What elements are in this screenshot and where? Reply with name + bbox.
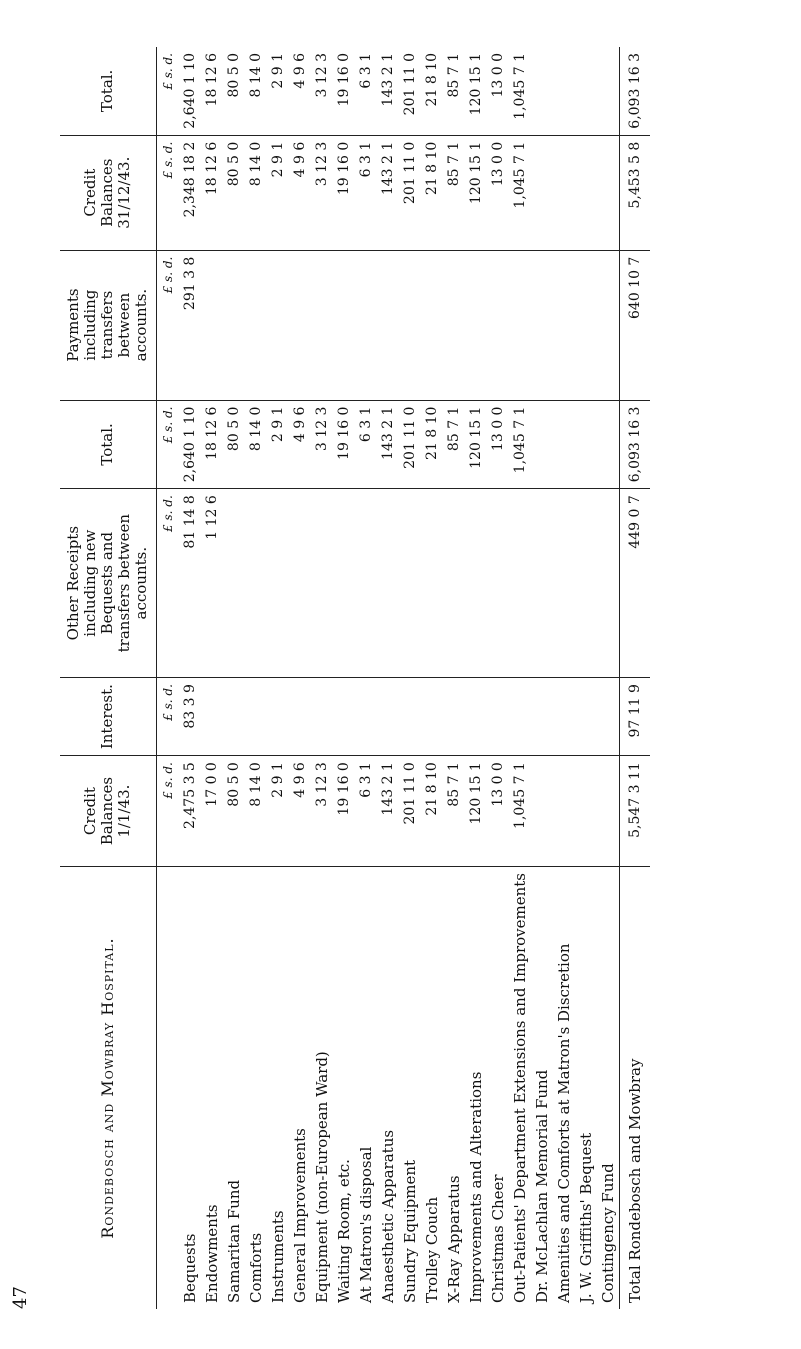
units-row xyxy=(156,47,179,1309)
row-label: J. W. Griffiths' Bequest xyxy=(575,867,597,1310)
unit-label: £ s. d. xyxy=(156,135,179,250)
cell-interest xyxy=(311,678,333,756)
header-payments: Payments including transfers between accounts. xyxy=(60,250,156,400)
cell-credit-1943: 80 5 0 xyxy=(223,756,245,867)
cell-other-receipts xyxy=(509,489,531,678)
cell-credit-1943: 19 16 0 xyxy=(333,756,355,867)
cell-total-b: 19 16 0 xyxy=(335,53,352,107)
cell-other-receipts xyxy=(333,489,355,678)
cell-payments xyxy=(289,250,311,400)
table-row xyxy=(355,47,377,1309)
cell-interest xyxy=(399,678,421,756)
header-name: Rondebosch and Mowbray Hospital. xyxy=(60,867,156,1310)
cell-payments xyxy=(553,250,575,400)
unit-label: £ s. d. xyxy=(160,53,175,90)
cell-credit-1943: 4 9 6 xyxy=(289,756,311,867)
cell-total-a: 201 11 0 xyxy=(399,400,421,489)
total-credit-1943: 5,547 3 11 xyxy=(619,756,650,867)
cell-total-b: 80 5 0 xyxy=(225,53,242,98)
cell-total-a: 6 3 1 xyxy=(355,400,377,489)
total-total-a: 6,093 16 3 xyxy=(619,400,650,489)
cell-other-receipts xyxy=(289,489,311,678)
cell-payments: 291 3 8 xyxy=(179,250,201,400)
cell-credit-1943: 13 0 0 xyxy=(487,756,509,867)
cell-total-a: 120 15 1 xyxy=(465,400,487,489)
cell-total-a: 3 12 3 xyxy=(311,400,333,489)
cell-total-b: 2 9 1 xyxy=(269,53,286,89)
cell-credit-1943: 17 0 0 xyxy=(201,756,223,867)
cell-interest xyxy=(421,678,443,756)
cell-other-receipts xyxy=(575,489,597,678)
cell-total-a: 21 8 10 xyxy=(421,400,443,489)
cell-credit-1243: 4 9 6 xyxy=(289,135,311,250)
cell-total-b xyxy=(531,47,553,135)
cell-other-receipts: 81 14 8 xyxy=(179,489,201,678)
cell-other-receipts xyxy=(267,489,289,678)
table-row xyxy=(289,47,311,1309)
hospital-accounts-table xyxy=(60,47,650,1309)
cell-credit-1243: 201 11 0 xyxy=(399,135,421,250)
cell-total-a: 2,640 1 10 xyxy=(179,400,201,489)
cell-payments xyxy=(421,250,443,400)
cell-total-a: 4 9 6 xyxy=(289,400,311,489)
cell-other-receipts xyxy=(553,489,575,678)
row-label: General Improvements xyxy=(289,867,311,1310)
cell-credit-1243: 21 8 10 xyxy=(421,135,443,250)
cell-payments xyxy=(443,250,465,400)
cell-total-a xyxy=(575,400,597,489)
unit-label: £ s. d. xyxy=(156,678,179,756)
cell-credit-1243 xyxy=(597,135,620,250)
cell-interest xyxy=(223,678,245,756)
cell-total-a: 2 9 1 xyxy=(267,400,289,489)
cell-interest xyxy=(487,678,509,756)
cell-credit-1243: 85 7 1 xyxy=(443,135,465,250)
row-label: Trolley Couch xyxy=(421,867,443,1310)
cell-other-receipts xyxy=(311,489,333,678)
table-row xyxy=(487,47,509,1309)
cell-credit-1943: 1,045 7 1 xyxy=(509,756,531,867)
cell-payments xyxy=(531,250,553,400)
cell-credit-1943 xyxy=(531,756,553,867)
cell-credit-1943: 21 8 10 xyxy=(421,756,443,867)
row-label: Samaritan Fund xyxy=(223,867,245,1310)
cell-total-b: 1,045 7 1 xyxy=(511,53,528,120)
cell-credit-1943 xyxy=(575,756,597,867)
table-row xyxy=(245,47,267,1309)
cell-other-receipts xyxy=(487,489,509,678)
row-label: Comforts xyxy=(245,867,267,1310)
row-label: Waiting Room, etc. xyxy=(333,867,355,1310)
total-label: Total Rondebosch and Mowbray xyxy=(619,867,650,1310)
header-interest: Interest. xyxy=(60,678,156,756)
total-row xyxy=(619,47,650,1309)
row-label: Instruments xyxy=(267,867,289,1310)
row-label: X-Ray Apparatus xyxy=(443,867,465,1310)
cell-credit-1943: 3 12 3 xyxy=(311,756,333,867)
cell-credit-1943: 2,475 3 5 xyxy=(179,756,201,867)
cell-total-a xyxy=(553,400,575,489)
total-other-receipts: 449 0 7 xyxy=(619,489,650,678)
cell-credit-1243 xyxy=(575,135,597,250)
cell-total-b xyxy=(575,47,597,135)
cell-other-receipts xyxy=(399,489,421,678)
cell-total-b: 21 8 10 xyxy=(423,53,440,107)
cell-interest xyxy=(597,678,620,756)
cell-total-a xyxy=(597,400,620,489)
row-label: Anaesthetic Apparatus xyxy=(377,867,399,1310)
cell-payments xyxy=(267,250,289,400)
cell-other-receipts xyxy=(443,489,465,678)
cell-credit-1243: 18 12 6 xyxy=(201,135,223,250)
row-label: Improvements and Alterations xyxy=(465,867,487,1310)
table-row xyxy=(311,47,333,1309)
cell-interest xyxy=(443,678,465,756)
cell-payments xyxy=(311,250,333,400)
header-other-receipts: Other Receipts including new Bequests and transfers between accounts. xyxy=(60,489,156,678)
cell-credit-1243: 2 9 1 xyxy=(267,135,289,250)
table-row xyxy=(201,47,223,1309)
header-credit-1243: Credit Balances 31/12/43. xyxy=(60,135,156,250)
cell-total-b: 85 7 1 xyxy=(445,53,462,98)
cell-credit-1943: 6 3 1 xyxy=(355,756,377,867)
cell-total-a: 18 12 6 xyxy=(201,400,223,489)
table-row xyxy=(509,47,531,1309)
cell-interest xyxy=(201,678,223,756)
cell-total-b: 3 12 3 xyxy=(313,53,330,98)
units-spacer xyxy=(156,867,179,1310)
cell-credit-1943 xyxy=(597,756,620,867)
cell-total-b xyxy=(553,47,575,135)
row-label: At Matron's disposal xyxy=(355,867,377,1310)
row-label: Amenities and Comforts at Matron's Discretion xyxy=(553,867,575,1310)
cell-total-b: 2,640 1 10 xyxy=(181,53,198,129)
cell-credit-1243: 19 16 0 xyxy=(333,135,355,250)
cell-credit-1943: 8 14 0 xyxy=(245,756,267,867)
table-body xyxy=(156,47,619,1309)
cell-payments xyxy=(597,250,620,400)
table-row xyxy=(333,47,355,1309)
cell-interest xyxy=(553,678,575,756)
cell-credit-1243: 143 2 1 xyxy=(377,135,399,250)
cell-interest xyxy=(465,678,487,756)
cell-total-a: 143 2 1 xyxy=(377,400,399,489)
cell-interest: 83 3 9 xyxy=(179,678,201,756)
cell-credit-1243: 2,348 18 2 xyxy=(179,135,201,250)
row-label: Christmas Cheer xyxy=(487,867,509,1310)
cell-other-receipts: 1 12 6 xyxy=(201,489,223,678)
table-row xyxy=(553,47,575,1309)
total-total-b: 6,093 16 3 xyxy=(619,47,650,135)
cell-total-b: 120 15 1 xyxy=(467,53,484,116)
table-row xyxy=(421,47,443,1309)
header-row xyxy=(60,47,156,1309)
total-interest: 97 11 9 xyxy=(619,678,650,756)
total-payments: 640 10 7 xyxy=(619,250,650,400)
cell-payments xyxy=(201,250,223,400)
cell-credit-1243: 80 5 0 xyxy=(223,135,245,250)
cell-interest xyxy=(355,678,377,756)
row-label: Sundry Equipment xyxy=(399,867,421,1310)
unit-label: £ s. d. xyxy=(156,489,179,678)
table-row xyxy=(267,47,289,1309)
row-label: Contingency Fund xyxy=(597,867,620,1310)
cell-credit-1243 xyxy=(531,135,553,250)
cell-payments xyxy=(223,250,245,400)
table-row xyxy=(223,47,245,1309)
header-credit-1943: Credit Balances 1/1/43. xyxy=(60,756,156,867)
unit-label: £ s. d. xyxy=(156,756,179,867)
cell-credit-1243: 1,045 7 1 xyxy=(509,135,531,250)
cell-payments xyxy=(377,250,399,400)
cell-total-a: 13 0 0 xyxy=(487,400,509,489)
cell-payments xyxy=(465,250,487,400)
cell-payments xyxy=(399,250,421,400)
cell-total-b: 8 14 0 xyxy=(247,53,264,98)
cell-payments xyxy=(509,250,531,400)
cell-interest xyxy=(509,678,531,756)
cell-other-receipts xyxy=(223,489,245,678)
row-label: Dr. McLachlan Memorial Fund xyxy=(531,867,553,1310)
unit-label: £ s. d. xyxy=(156,400,179,489)
cell-credit-1243: 3 12 3 xyxy=(311,135,333,250)
cell-payments xyxy=(487,250,509,400)
cell-interest xyxy=(245,678,267,756)
table-row xyxy=(399,47,421,1309)
cell-credit-1943: 120 15 1 xyxy=(465,756,487,867)
cell-interest xyxy=(377,678,399,756)
unit-label: £ s. d. xyxy=(156,250,179,400)
cell-other-receipts xyxy=(421,489,443,678)
cell-credit-1943: 143 2 1 xyxy=(377,756,399,867)
row-label: Endowments xyxy=(201,867,223,1310)
cell-interest xyxy=(531,678,553,756)
header-total-a: Total. xyxy=(60,400,156,489)
table-row xyxy=(179,47,201,1309)
cell-total-b: 18 12 6 xyxy=(203,53,220,107)
cell-total-a: 8 14 0 xyxy=(245,400,267,489)
cell-credit-1943: 2 9 1 xyxy=(267,756,289,867)
cell-total-b: 6 3 1 xyxy=(357,53,374,89)
cell-interest xyxy=(575,678,597,756)
cell-credit-1943 xyxy=(553,756,575,867)
table-row xyxy=(443,47,465,1309)
cell-total-a: 19 16 0 xyxy=(333,400,355,489)
header-total-b: Total. xyxy=(60,47,156,135)
cell-other-receipts xyxy=(531,489,553,678)
cell-payments xyxy=(333,250,355,400)
cell-other-receipts xyxy=(355,489,377,678)
cell-payments xyxy=(245,250,267,400)
cell-interest xyxy=(333,678,355,756)
cell-total-b: 143 2 1 xyxy=(379,53,396,107)
cell-credit-1243: 13 0 0 xyxy=(487,135,509,250)
page-number: 47 xyxy=(10,1286,31,1309)
table-row xyxy=(531,47,553,1309)
cell-other-receipts xyxy=(465,489,487,678)
cell-credit-1243: 8 14 0 xyxy=(245,135,267,250)
cell-credit-1243: 120 15 1 xyxy=(465,135,487,250)
cell-credit-1243: 6 3 1 xyxy=(355,135,377,250)
table-row xyxy=(575,47,597,1309)
cell-other-receipts xyxy=(377,489,399,678)
table-row xyxy=(597,47,620,1309)
row-label: Bequests xyxy=(179,867,201,1310)
cell-total-b: 4 9 6 xyxy=(291,53,308,89)
table-row xyxy=(377,47,399,1309)
cell-credit-1243 xyxy=(553,135,575,250)
table-row xyxy=(465,47,487,1309)
cell-total-a: 1,045 7 1 xyxy=(509,400,531,489)
total-credit-1243: 5,453 5 8 xyxy=(619,135,650,250)
row-label: Out-Patients' Department Extensions and Improvements xyxy=(509,867,531,1310)
cell-other-receipts xyxy=(597,489,620,678)
cell-total-a: 85 7 1 xyxy=(443,400,465,489)
cell-total-a xyxy=(531,400,553,489)
cell-interest xyxy=(267,678,289,756)
cell-total-b: 201 11 0 xyxy=(401,53,418,116)
cell-other-receipts xyxy=(245,489,267,678)
row-label: Equipment (non-European Ward) xyxy=(311,867,333,1310)
cell-total-b: 13 0 0 xyxy=(489,53,506,98)
cell-interest xyxy=(289,678,311,756)
cell-payments xyxy=(575,250,597,400)
cell-total-b xyxy=(597,47,620,135)
cell-credit-1943: 85 7 1 xyxy=(443,756,465,867)
cell-payments xyxy=(355,250,377,400)
cell-credit-1943: 201 11 0 xyxy=(399,756,421,867)
cell-total-a: 80 5 0 xyxy=(223,400,245,489)
